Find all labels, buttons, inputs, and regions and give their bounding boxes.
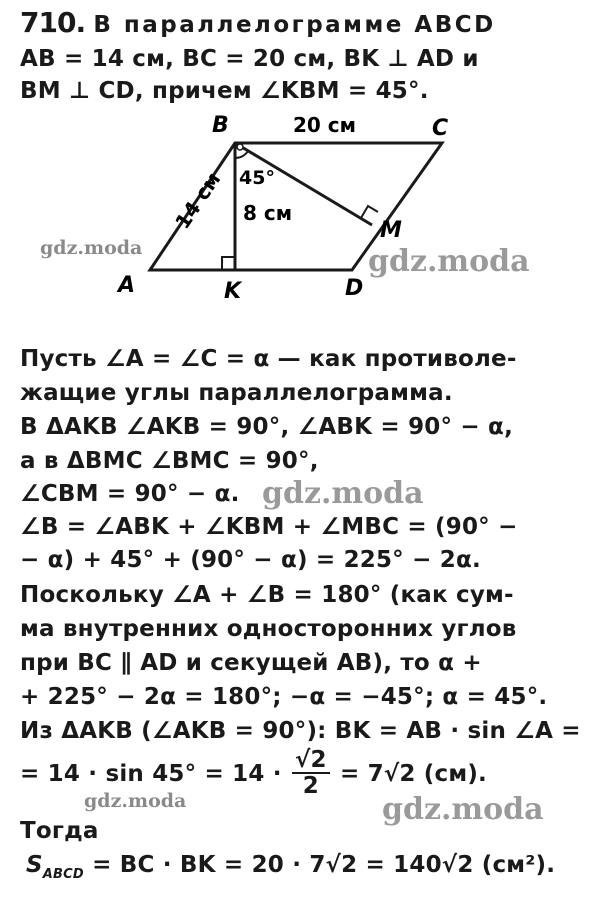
solution-line-8: Поскольку ∠A + ∠B = 180° (как сум- bbox=[20, 582, 514, 608]
area-subscript: ABCD bbox=[42, 867, 84, 882]
solution-line-6: ∠B = ∠ABK + ∠KBM + ∠MBC = (90° − bbox=[20, 514, 518, 540]
sin-calc-left: = 14 · sin 45° = 14 · bbox=[20, 761, 282, 787]
problem-line-3: BM ⊥ CD, причем ∠KBM = 45°. bbox=[20, 78, 429, 104]
area-formula: = BC · BK = 20 · 7√2 = 140√2 (см²). bbox=[92, 852, 556, 878]
watermark: gdz.moda bbox=[84, 790, 187, 812]
vertex-label-d: D bbox=[345, 276, 364, 301]
solution-line-1: Пусть ∠A = ∠C = α — как противоле- bbox=[20, 346, 517, 372]
height-label-bk: 8 см bbox=[243, 201, 293, 225]
solution-line-4: а в ΔBMC ∠BMC = 90°, bbox=[20, 448, 319, 474]
problem-line-2: AB = 14 см, BC = 20 см, BK ⊥ AD и bbox=[20, 46, 479, 72]
side-label-ab: 14 см bbox=[170, 167, 226, 234]
problem-text-1: В параллелограмме ABCD bbox=[93, 12, 496, 38]
vertex-label-c: C bbox=[432, 116, 449, 141]
solution-line-14: Тогда bbox=[20, 818, 99, 844]
watermark: gdz.moda bbox=[382, 792, 544, 827]
angle-label-kbm: 45° bbox=[239, 167, 275, 189]
angle-arc-b bbox=[235, 151, 248, 158]
right-angle-m bbox=[361, 206, 378, 218]
watermark: gdz.moda bbox=[368, 244, 530, 279]
sin-calc-right: = 7√2 (см). bbox=[339, 761, 487, 787]
solution-line-5: ∠CBM = 90° − α. bbox=[20, 481, 240, 507]
point-label-k: K bbox=[224, 279, 242, 304]
right-angle-k bbox=[222, 257, 235, 270]
solution-line-11: + 225° − 2α = 180°; −α = −45°; α = 45°. bbox=[20, 684, 548, 710]
problem-number: 710. bbox=[20, 6, 86, 39]
solution-line-3: В ΔAKB ∠AKB = 90°, ∠ABK = 90° − α, bbox=[20, 414, 514, 440]
solution-line-10: при BC ∥ AD и секущей AB), то α + bbox=[20, 650, 482, 676]
solution-line-2: жащие углы параллелограмма. bbox=[20, 380, 453, 406]
solution-line-12: Из ΔAKB (∠AKB = 90°): BK = AB · sin ∠A = bbox=[20, 718, 581, 744]
area-symbol: S bbox=[26, 852, 43, 878]
solution-line-9: ма внутренних односторонних углов bbox=[20, 616, 517, 642]
fraction-numerator: √2 bbox=[292, 748, 330, 774]
side-label-bc: 20 см bbox=[293, 113, 356, 137]
vertex-label-b: B bbox=[212, 113, 229, 138]
solution-line-7: − α) + 45° + (90° − α) = 225° − 2α. bbox=[20, 547, 481, 573]
solution-line-15 bbox=[26, 850, 555, 884]
problem-line-1 bbox=[20, 8, 496, 40]
fraction-sqrt2-over-2 bbox=[292, 748, 330, 798]
point-label-m: M bbox=[380, 218, 402, 243]
vertex-label-a: A bbox=[118, 273, 136, 298]
fraction-denominator: 2 bbox=[302, 772, 319, 799]
watermark: gdz.moda bbox=[40, 237, 143, 259]
watermark: gdz.moda bbox=[262, 476, 424, 511]
